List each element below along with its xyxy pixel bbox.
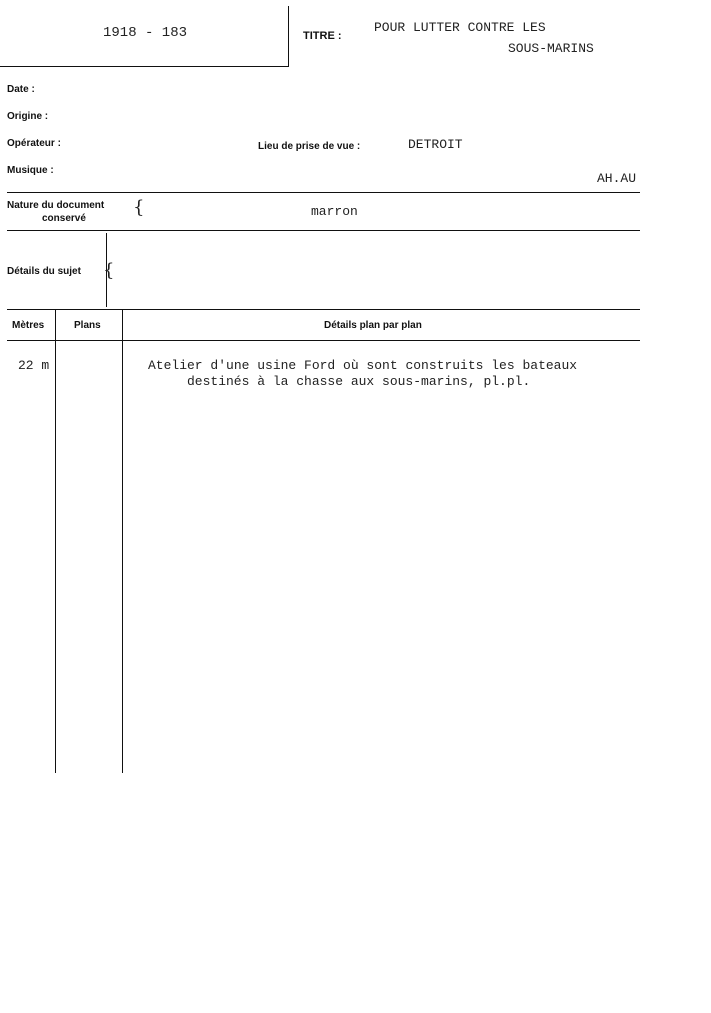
title-line-2: SOUS-MARINS bbox=[508, 41, 594, 56]
lieu-label: Lieu de prise de vue : bbox=[258, 141, 361, 152]
title-line-1: POUR LUTTER CONTRE LES bbox=[374, 20, 546, 35]
row-metres: 22 m bbox=[18, 358, 50, 373]
details-sujet-brace: { bbox=[103, 260, 115, 281]
nature-label-line-2: conservé bbox=[42, 213, 86, 224]
column-divider-2 bbox=[122, 310, 123, 773]
date-label: Date : bbox=[7, 84, 35, 95]
reference-box-right-border bbox=[288, 6, 289, 67]
header-plans: Plans bbox=[74, 320, 101, 331]
nature-top-rule bbox=[7, 192, 640, 193]
reference-number: 1918 - 183 bbox=[103, 25, 188, 41]
nature-bottom-rule bbox=[7, 230, 640, 231]
header-details: Détails plan par plan bbox=[324, 320, 422, 331]
origine-label: Origine : bbox=[7, 111, 49, 122]
details-sujet-label: Détails du sujet bbox=[7, 266, 81, 277]
table-header-rule bbox=[7, 340, 640, 341]
musique-label: Musique : bbox=[7, 165, 54, 176]
header-metres: Mètres bbox=[12, 320, 45, 331]
title-label: TITRE : bbox=[303, 30, 342, 42]
table-top-rule bbox=[7, 309, 640, 310]
nature-label-line-1: Nature du document bbox=[7, 200, 105, 211]
row-details-line-1: Atelier d'une usine Ford où sont construits les bateaux bbox=[148, 358, 578, 373]
row-details-line-2: destinés à la chasse aux sous-marins, pl.pl. bbox=[187, 374, 531, 389]
operateur-label: Opérateur : bbox=[7, 138, 61, 149]
nature-brace: { bbox=[133, 197, 145, 218]
reference-box-bottom-border bbox=[0, 66, 289, 67]
lieu-value: DETROIT bbox=[408, 137, 463, 152]
column-divider-1 bbox=[55, 310, 56, 773]
nature-value: marron bbox=[311, 204, 358, 219]
archive-code: AH.AU bbox=[597, 171, 637, 186]
